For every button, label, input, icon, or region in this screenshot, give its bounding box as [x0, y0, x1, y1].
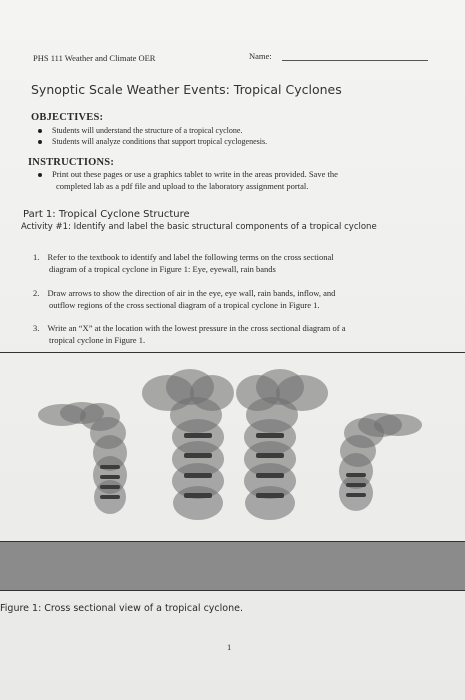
bullet-icon — [38, 173, 42, 177]
course-header: PHS 111 Weather and Climate OER — [33, 53, 156, 63]
bullet-icon — [38, 140, 42, 144]
activity-label: Activity #1: Identify and label the basic structural components of a tropical cyclone — [21, 222, 377, 232]
cyclone-cross-section-figure — [0, 353, 465, 541]
name-field[interactable] — [282, 60, 428, 61]
objective-item: Students will understand the structure of a tropical cyclone. — [38, 126, 242, 135]
ocean-surface-band — [0, 541, 465, 591]
step-3: 3. Write an “X” at the location with the lowest pressure in the cross sectional diagram of a tropical cyclone in Figure 1. — [33, 323, 346, 345]
step-2: 2. Draw arrows to show the direction of air in the eye, eye wall, rain bands, inflow, and outflow regions of the cross sectional diagram of a tropical cyclone in Figure 1. — [33, 288, 336, 310]
bullet-icon — [38, 129, 42, 133]
page-title: Synoptic Scale Weather Events: Tropical Cyclones — [31, 82, 342, 97]
page-number: 1 — [227, 642, 232, 652]
name-label: Name: — [249, 51, 272, 61]
instructions-text: Print out these pages or use a graphics tablet to write in the areas provided. Save the completed lab as a pdf file and upload to the laboratory assignment portal. — [38, 169, 338, 192]
rain-band-streaks — [100, 433, 366, 499]
objective-item: Students will analyze conditions that support tropical cyclogenesis. — [38, 137, 267, 146]
objectives-heading: OBJECTIVES: — [31, 112, 104, 123]
part1-title: Part 1: Tropical Cyclone Structure — [23, 209, 190, 220]
instructions-heading: INSTRUCTIONS: — [28, 157, 115, 168]
figure-caption: Figure 1: Cross sectional view of a tropical cyclone. — [0, 603, 243, 614]
step-1: 1. Refer to the textbook to identify and label the following terms on the cross sectional diagram of a tropical cyclone in Figure 1: Eye, eyewall, rain bands — [33, 252, 334, 274]
